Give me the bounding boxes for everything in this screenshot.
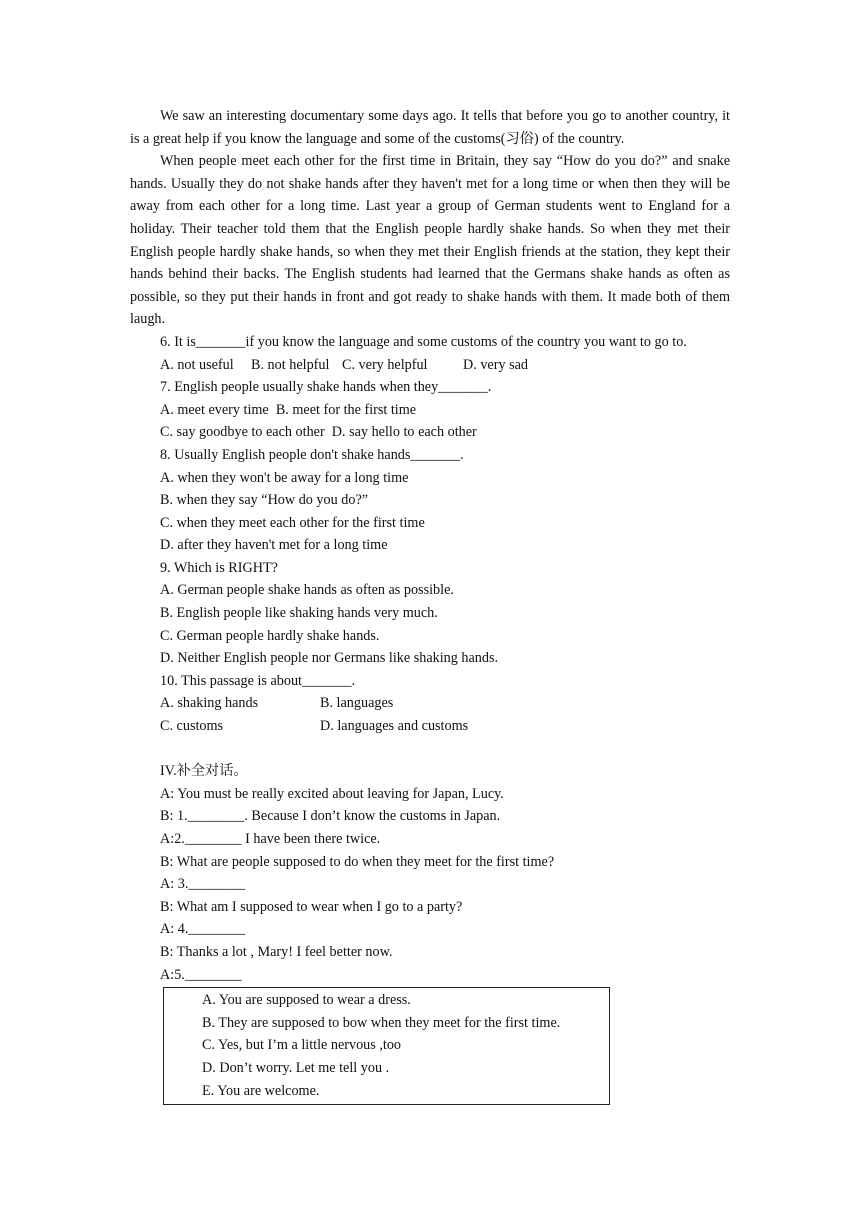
dialogue-line-9: A:5.________ (160, 966, 242, 983)
q9-option-b: B. English people like shaking hands very much. (160, 605, 438, 622)
dialogue-line-3: A:2.________ I have been there twice. (160, 831, 381, 847)
dialogue-line-6: B: What am I supposed to wear when I go to a party? (160, 898, 463, 915)
dialogue-line-7: A: 4.________ (160, 921, 246, 938)
passage-paragraph-2: When people meet each other for the first time in Britain, they say “How do you do?” and snake hands. Usually they do not shake hands after they haven't met for a long time or when then they will be away from each other for a long time. Last year a group of German students went to England for a holiday. Their teacher told them that the English people hardly shake hands. So when they met their English people hardly shake hands, so when they met their English friends at the station, they kept their hands behind their backs. The English students had learned that the Germans shake hands as often as possible, so they put their hands in front and got ready to shake hands with them. It made both of them laugh. (130, 153, 730, 328)
q10-option-d: D. languages and customs (320, 718, 469, 735)
question-6-options (130, 354, 730, 377)
q10-option-b: B. languages (320, 695, 394, 712)
q8-option-b: B. when they say “How do you do?” (160, 492, 369, 509)
choice-c: C. Yes, but I’m a little nervous ,too (202, 1037, 402, 1054)
q7-options-line-1: A. meet every time B. meet for the first time (160, 401, 417, 418)
section-4-heading: IV.补全对话。 (160, 763, 248, 780)
question-9-stem: 9. Which is RIGHT? (160, 559, 278, 576)
passage-paragraph-1: We saw an interesting documentary some days ago. It tells that before you go to another country, it is a great help if you know the language and some of the customs(习俗) of the country. (130, 108, 730, 147)
question-6-stem: 6. It is_______if you know the language and some customs of the country you want to go to. (160, 333, 687, 350)
dialogue-line-8: B: Thanks a lot , Mary! I feel better now. (160, 943, 393, 960)
q6-option-d: D. very sad (463, 356, 529, 373)
dialogue-line-2: B: 1.________. Because I don’t know the customs in Japan. (160, 808, 501, 825)
q9-option-c: C. German people hardly shake hands. (160, 627, 380, 644)
q10-option-c: C. customs (160, 718, 224, 735)
q6-option-c: C. very helpful (342, 356, 428, 373)
dialogue-line-4: B: What are people supposed to do when they meet for the first time? (160, 853, 555, 870)
question-7-stem: 7. English people usually shake hands when they_______. (160, 379, 492, 396)
section-spacer (130, 738, 730, 761)
answer-choices-box (163, 987, 610, 1105)
choice-a: A. You are supposed to wear a dress. (202, 992, 411, 1009)
q10-options-row-1 (130, 692, 730, 715)
choice-e: E. You are welcome. (202, 1082, 320, 1099)
q10-option-a: A. shaking hands (160, 695, 259, 712)
q7-options-line-2: C. say goodbye to each other D. say hello to each other (160, 424, 477, 441)
worksheet-page (130, 105, 730, 1105)
q9-option-d: D. Neither English people nor Germans like shaking hands. (160, 650, 499, 667)
dialogue-line-5: A: 3.________ (160, 876, 246, 893)
choice-d: D. Don’t worry. Let me tell you . (202, 1059, 390, 1076)
q8-option-c: C. when they meet each other for the first time (160, 514, 425, 531)
q6-option-a: A. not useful (160, 356, 234, 373)
q10-options-row-2 (130, 715, 730, 738)
choice-b: B. They are supposed to bow when they meet for the first time. (202, 1014, 561, 1031)
q8-option-d: D. after they haven't met for a long time (160, 537, 388, 554)
q9-option-a: A. German people shake hands as often as possible. (160, 582, 454, 599)
dialogue-line-1: A: You must be really excited about leaving for Japan, Lucy. (160, 785, 504, 802)
question-10-stem: 10. This passage is about_______. (160, 672, 356, 689)
q6-option-b: B. not helpful (251, 356, 330, 373)
q8-option-a: A. when they won't be away for a long time (160, 469, 409, 486)
question-8-stem: 8. Usually English people don't shake hands_______. (160, 446, 464, 463)
